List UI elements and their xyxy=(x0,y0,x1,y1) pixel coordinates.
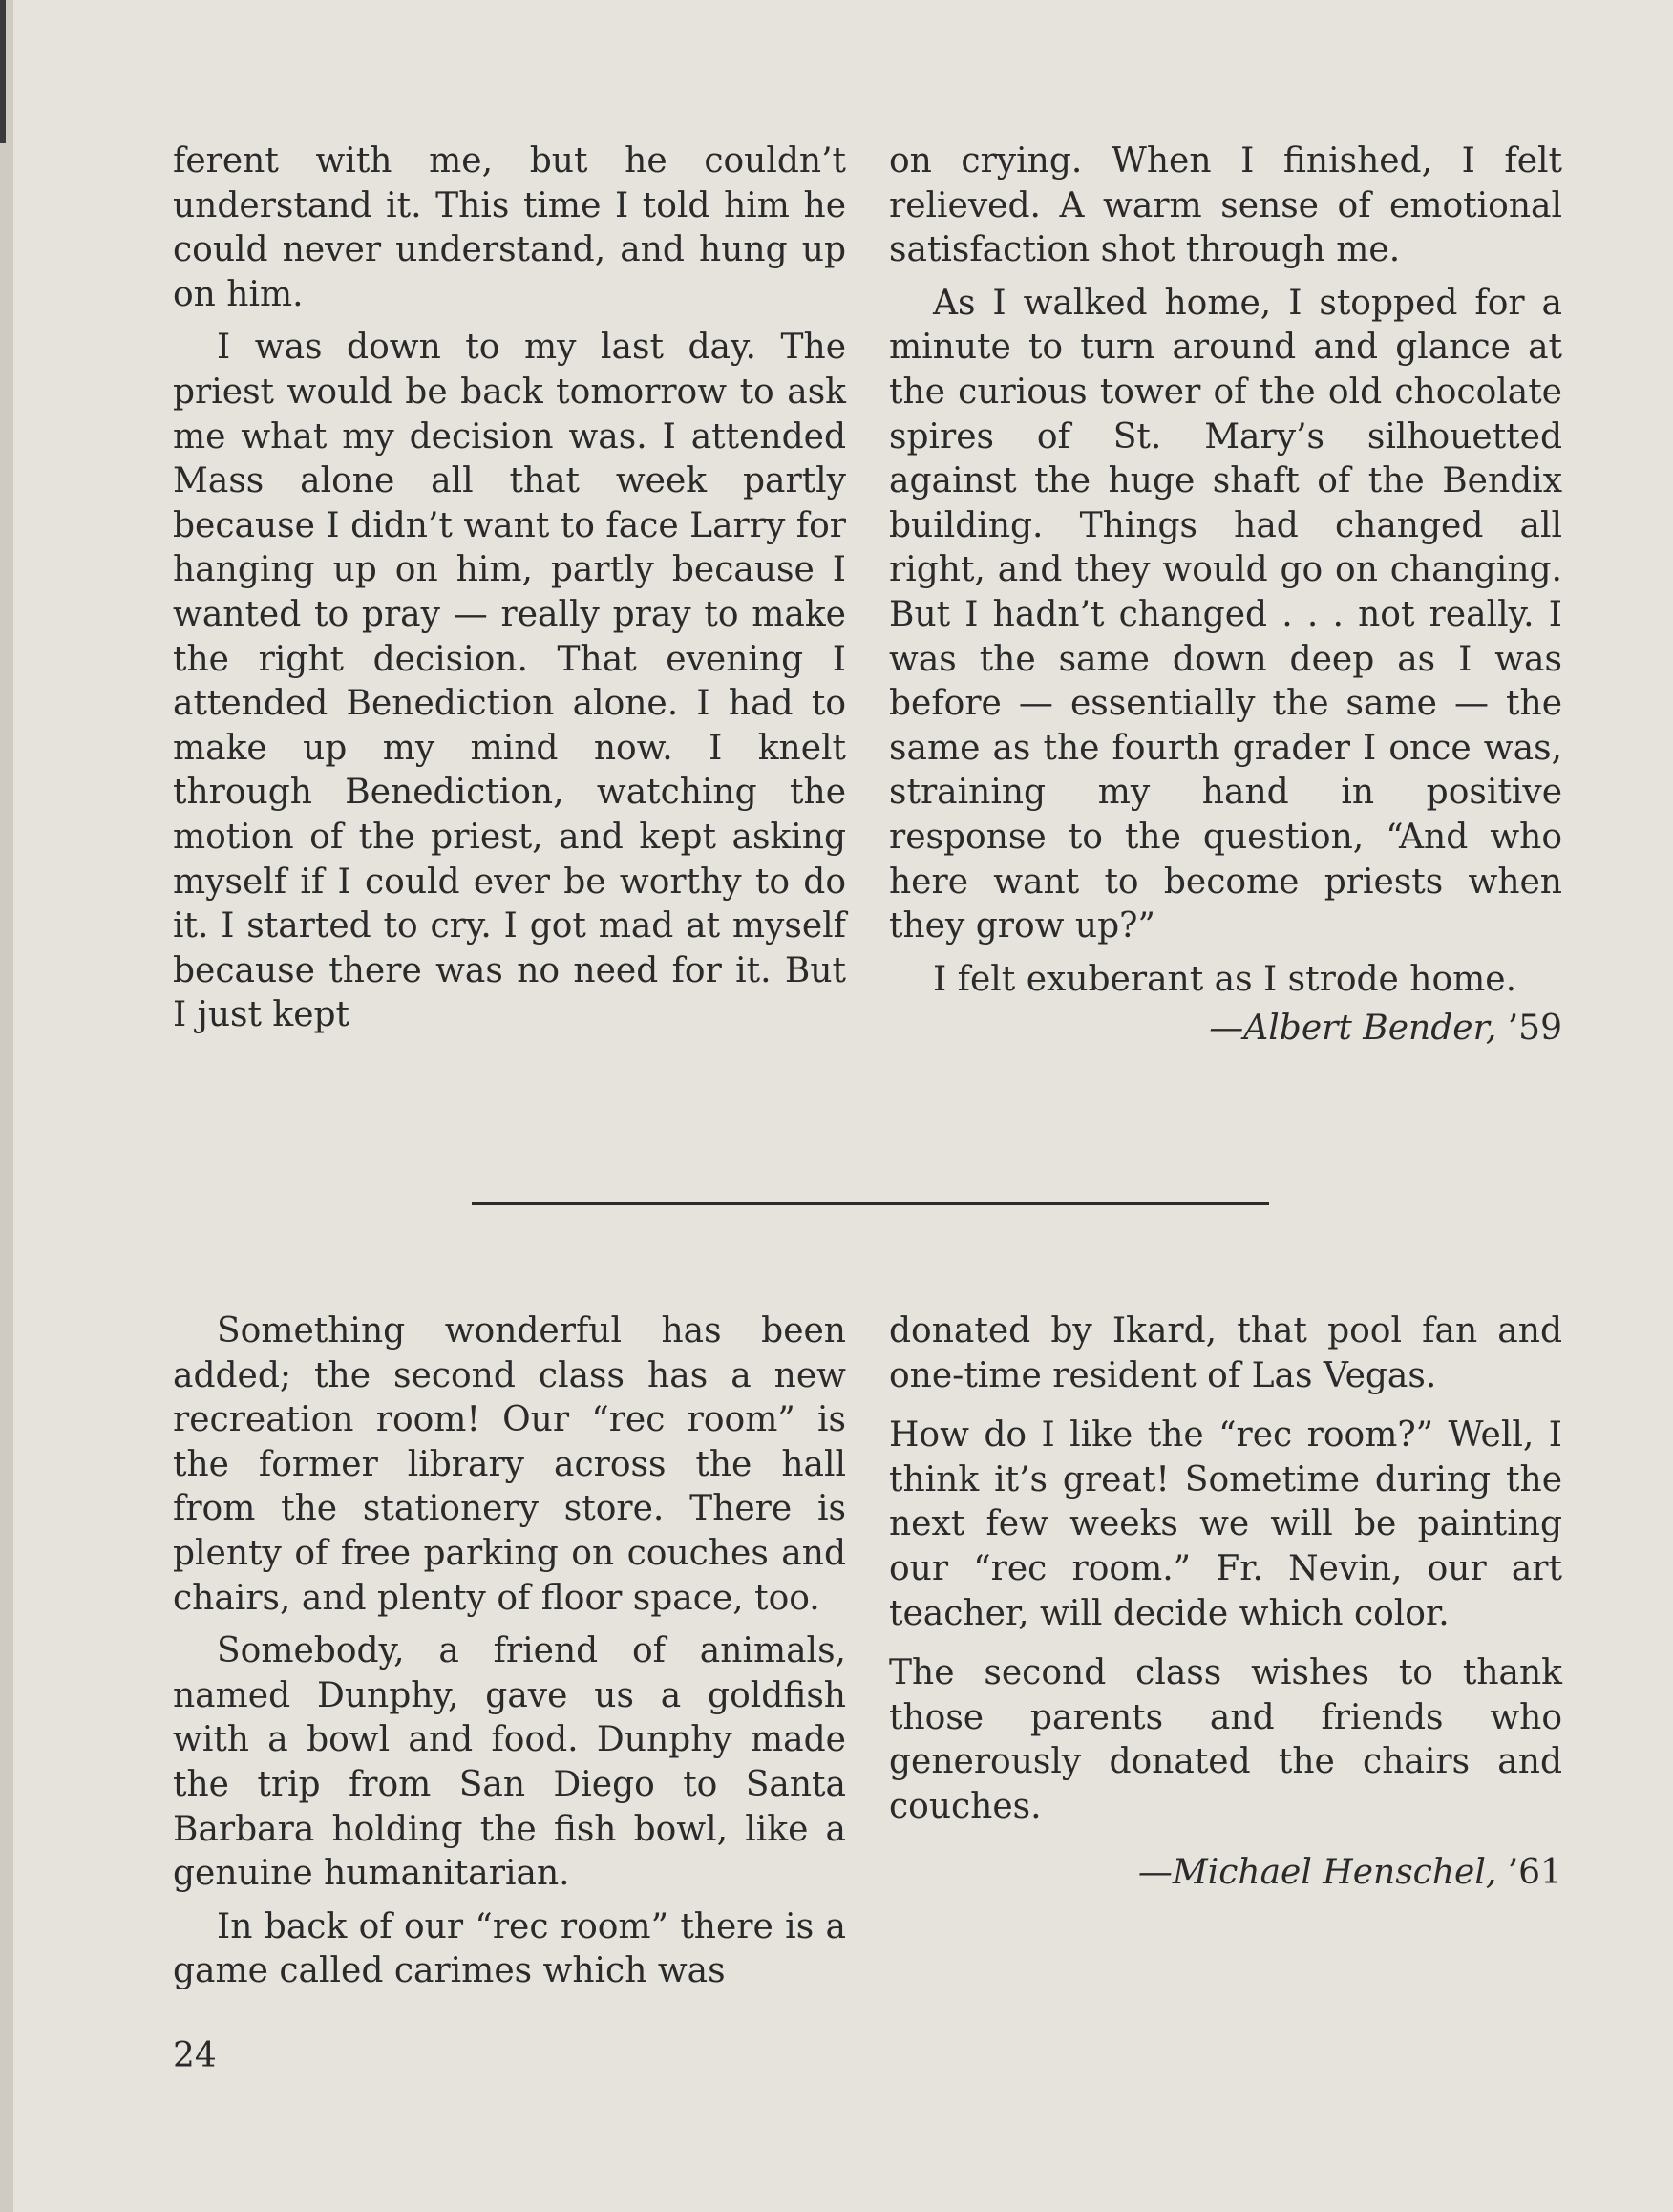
article2-right-column xyxy=(889,1309,1562,1904)
article2-author: —Michael Henschel, xyxy=(1137,1852,1497,1892)
article2-right-paragraph: The second class wishes to thank those parents and friends who generously donated the chairs and couches. xyxy=(889,1653,1562,1826)
article1-author: —Albert Bender, xyxy=(1209,1009,1497,1049)
article1-right-paragraph: on crying. When I finished, I felt relieved. A warm sense of emotional satisfaction shot through me. xyxy=(889,141,1562,270)
article2-right-paragraph: How do I like the “rec room?” Well, I think it’s great! Sometime during the next few weeks we will be painting our “rec room.” Fr. Nevin, our art teacher, will decide which color. xyxy=(889,1415,1562,1633)
article1-left-paragraph: I was down to my last day. The priest would be back tomorrow to ask me what my decision was. I attended Mass alone all that week partly because I didn’t want to face Larry for hanging up on him, partly because I wanted to pray — really pray to make the right decision. That evening I attended Benediction alone. I had to make up my mind now. I knelt through Benediction, watching the motion of the priest, and kept asking myself if I could ever be worthy to do it. I started to cry. I got mad at myself because there was no need for it. But I just kept xyxy=(173,328,846,1035)
article2-left-paragraph: Something wonderful has been added; the second class has a new recreation room! Our “rec room” is the former library across the hall from the stationery store. There is plenty of free parking on couches and chairs, and plenty of floor space, too. xyxy=(173,1311,846,1618)
article2-left-column xyxy=(173,1309,846,2003)
article2-author-year: ’61 xyxy=(1507,1852,1562,1892)
article1-right-column xyxy=(889,139,1562,1060)
article2-right-paragraph: donated by Ikard, that pool fan and one-time resident of Las Vegas. xyxy=(889,1311,1562,1395)
article1-right-paragraph: As I walked home, I stopped for a minute to turn around and glance at the curious tower of the old chocolate spires of St. Mary’s silhouetted against the huge shaft of the Bendix building. Things had changed all right, and they would go on changing. But I hadn’t changed . . . not really. I was the same down deep as I was before — essentially the same — the same as the fourth grader I once was, straining my hand in positive response to the question, “And who here want to become priests when they grow up?” xyxy=(889,283,1562,946)
article2-signature xyxy=(889,1851,1562,1896)
article2-left-paragraph: In back of our “rec room” there is a game called carimes which was xyxy=(173,1906,846,1991)
page-edge xyxy=(0,0,13,2212)
article1-left-column xyxy=(173,139,846,1047)
article1-right-paragraph: I felt exuberant as I strode home. xyxy=(933,959,1517,999)
article1-author-year: ’59 xyxy=(1507,1009,1562,1049)
section-divider xyxy=(472,1202,1269,1205)
article2-left-paragraph: Somebody, a friend of animals, named Dunphy, gave us a goldfish with a bowl and food. Dunphy made the trip from San Diego to Santa Barbara holding the fish bowl, like a genuine humanitarian. xyxy=(173,1631,846,1894)
article1-left-paragraph: ferent with me, but he couldn’t understand it. This time I told him he could never understand, and hung up on him. xyxy=(173,141,846,314)
page-edge-shadow xyxy=(0,0,6,143)
article1-signature xyxy=(889,1007,1562,1052)
page-number: 24 xyxy=(173,2036,217,2075)
